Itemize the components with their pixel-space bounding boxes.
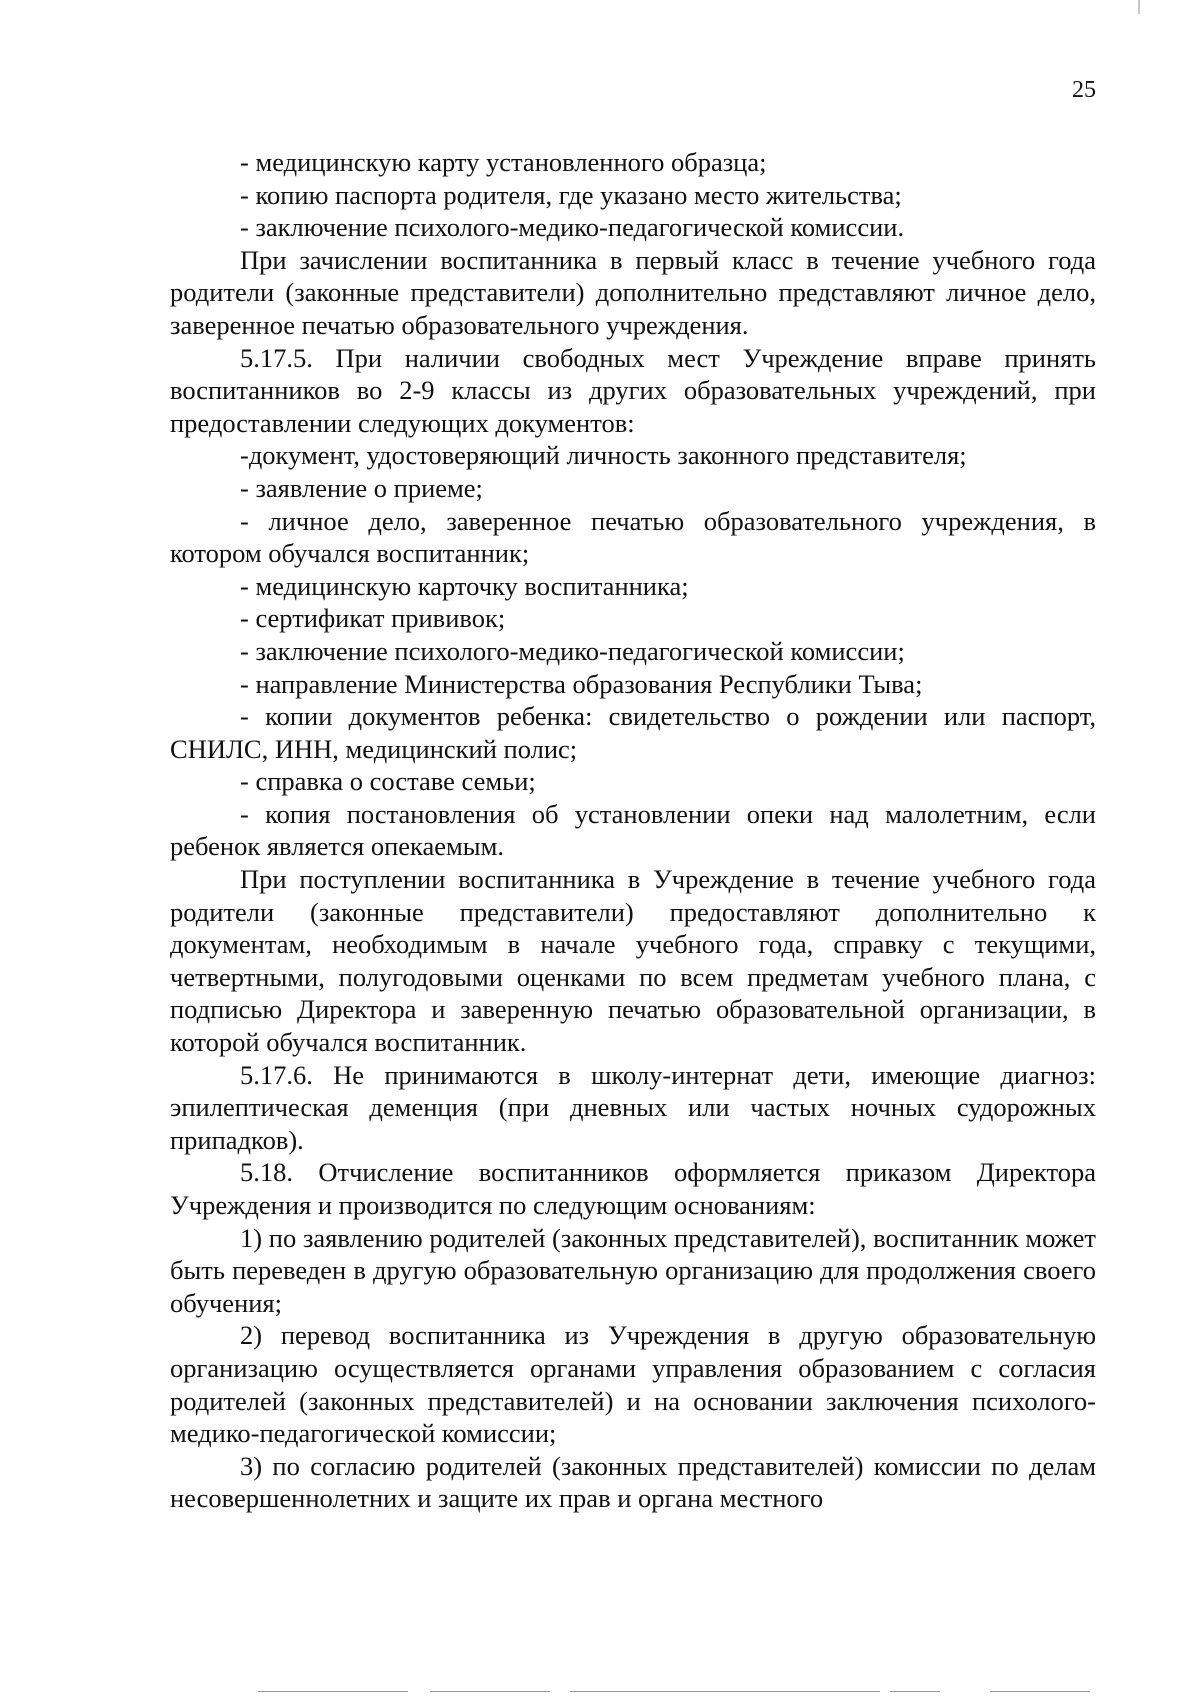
list-item: - медицинскую карту установленного образца; (240, 147, 767, 177)
list-item: - копия постановления об установлении опеки над малолетним, если ребенок является опекаемым. (170, 798, 1096, 862)
scan-mark (1138, 0, 1140, 14)
clause-5-17-6: 5.17.6. Не принимаются в школу-интернат дети, имеющие диагноз: эпилептическая деменция (при дневных или частых ночных судорожных припадков). (170, 1059, 1096, 1155)
list-item: - медицинскую карточку воспитанника; (240, 570, 689, 601)
list-item: -документ, удостоверяющий личность законного представителя; (240, 440, 967, 471)
list-item: - заключение психолого-медико-педагогической комиссии. (240, 212, 905, 243)
list-item: - заключение психолого-медико-педагогической комиссии; (240, 635, 905, 666)
document-body (170, 146, 1096, 1515)
paragraph: При зачислении воспитанника в первый класс в течение учебного года родители (законные представители) дополнительно представляют личное дело, заверенное печатью образовательного учреждения. (170, 244, 1096, 340)
clause-5-18: 5.18. Отчисление воспитанников оформляется приказом Директора Учреждения и производится по следующим основаниям: (170, 1157, 1096, 1220)
list-item: - копию паспорта родителя, где указано место жительства; (240, 179, 902, 210)
scan-edge-line (890, 1691, 940, 1692)
scan-edge-line (990, 1691, 1090, 1692)
clause-5-17-5: 5.17.5. При наличии свободных мест Учреждение вправе принять воспитанников во 2-9 классы из других образовательных учреждений, при предоставлении следующих документов: (170, 342, 1096, 438)
list-item: - заявление о приеме; (240, 472, 483, 503)
scan-edge-line (570, 1691, 880, 1692)
list-item: - сертификат прививок; (240, 603, 506, 634)
list-item: 3) по согласию родителей (законных представителей) комиссии по делам несовершеннолетних и защите их прав и органа местного (170, 1450, 1096, 1514)
scan-edge-line (258, 1691, 408, 1692)
list-item: 2) перевод воспитанника из Учреждения в другую образовательную организацию осуществляется органами управления образованием с согласия родителей (законных представителей) и на основании заключения психолого-медико-педагогической комиссии; (170, 1320, 1096, 1449)
list-item: 1) по заявлению родителей (законных представителей), воспитанник может быть переведен в другую образовательную организацию для продолжения своего обучения; (170, 1222, 1096, 1318)
list-item: - направление Министерства образования Республики Тыва; (240, 668, 923, 699)
paragraph: При поступлении воспитанника в Учреждение в течение учебного года родители (законные представители) предоставляют дополнительно к документам, необходимым в начале учебного года, справку с текущими, четвертными, полугодовыми оценками по всем предметам учебного плана, с подписью Директора и заверенную печатью образовательной организации, в которой обучался воспитанник. (170, 864, 1096, 1058)
scan-edge-line (430, 1691, 550, 1692)
list-item: - копии документов ребенка: свидетельство о рождении или паспорт, СНИЛС, ИНН, медицинский полис; (170, 701, 1096, 764)
list-item: - справка о составе семьи; (240, 766, 536, 797)
page-number: 25 (1072, 77, 1096, 103)
list-item: - личное дело, заверенное печатью образовательного учреждения, в котором обучался воспитанник; (170, 505, 1096, 569)
